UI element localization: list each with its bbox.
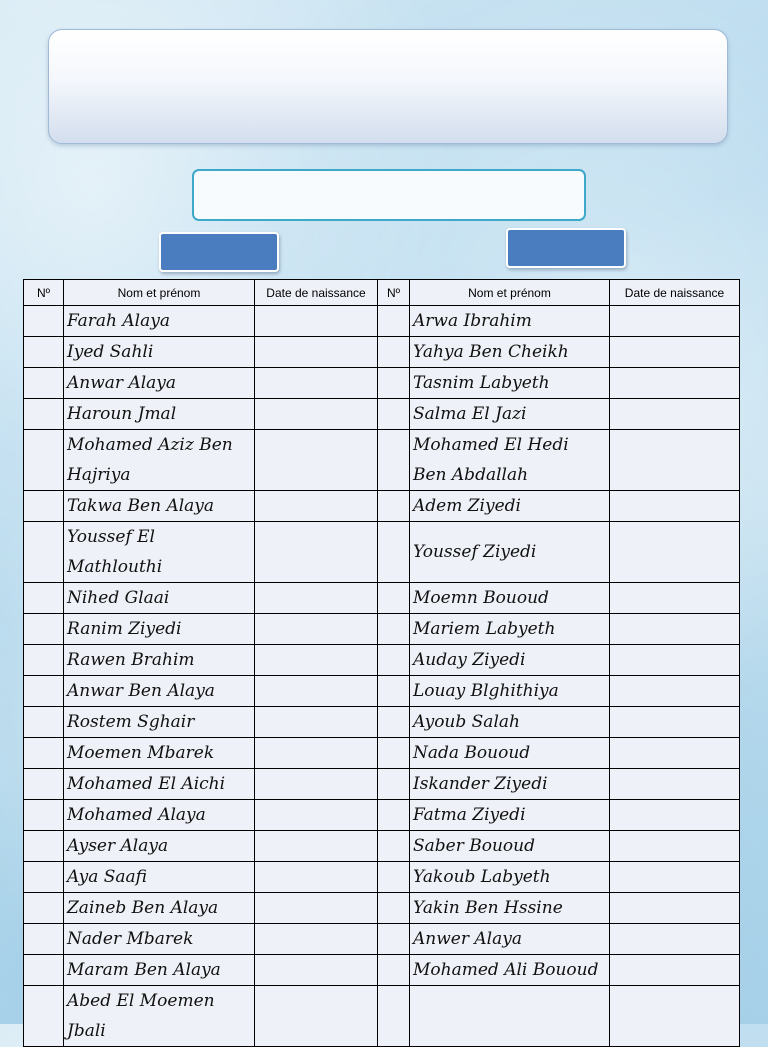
number-cell bbox=[378, 522, 410, 583]
student-roster-table bbox=[23, 279, 740, 1047]
table-row bbox=[24, 955, 740, 986]
table-row bbox=[24, 614, 740, 645]
birthdate-cell bbox=[255, 399, 378, 430]
right-column-tag bbox=[506, 228, 626, 268]
birthdate-cell bbox=[255, 769, 378, 800]
birthdate-cell bbox=[610, 368, 740, 399]
birthdate-cell bbox=[255, 831, 378, 862]
number-cell bbox=[24, 676, 64, 707]
student-name-cell: Mohamed Alaya bbox=[64, 800, 255, 831]
student-name-cell: Rostem Sghair bbox=[64, 707, 255, 738]
number-cell bbox=[378, 955, 410, 986]
birthdate-cell bbox=[255, 955, 378, 986]
birthdate-cell bbox=[255, 676, 378, 707]
table-row bbox=[24, 306, 740, 337]
birthdate-cell bbox=[610, 800, 740, 831]
birthdate-cell bbox=[610, 614, 740, 645]
table-row bbox=[24, 800, 740, 831]
student-name-cell: Abed El Moemen Jbali bbox=[64, 986, 255, 1047]
number-cell bbox=[24, 800, 64, 831]
number-cell bbox=[378, 645, 410, 676]
student-name-cell: Maram Ben Alaya bbox=[64, 955, 255, 986]
student-name-cell: Takwa Ben Alaya bbox=[64, 491, 255, 522]
number-cell bbox=[24, 738, 64, 769]
table-row bbox=[24, 862, 740, 893]
number-cell bbox=[378, 769, 410, 800]
student-name-cell: Haroun Jmal bbox=[64, 399, 255, 430]
birthdate-cell bbox=[610, 924, 740, 955]
column-header-number: Nº bbox=[378, 280, 410, 306]
student-name-cell: Yakin Ben Hssine bbox=[410, 893, 610, 924]
table-row bbox=[24, 368, 740, 399]
birthdate-cell bbox=[255, 893, 378, 924]
student-name-cell: Farah Alaya bbox=[64, 306, 255, 337]
birthdate-cell bbox=[610, 430, 740, 491]
student-name-cell: Anwar Alaya bbox=[64, 368, 255, 399]
student-name-cell: Louay Blghithiya bbox=[410, 676, 610, 707]
table-header-row bbox=[24, 280, 740, 306]
student-name-cell: Saber Bououd bbox=[410, 831, 610, 862]
student-name-cell: Yakoub Labyeth bbox=[410, 862, 610, 893]
column-header-number: Nº bbox=[24, 280, 64, 306]
column-header-birthdate: Date de naissance bbox=[610, 280, 740, 306]
table-row bbox=[24, 986, 740, 1047]
student-name-cell: Yahya Ben Cheikh bbox=[410, 337, 610, 368]
number-cell bbox=[378, 399, 410, 430]
table-row bbox=[24, 337, 740, 368]
number-cell bbox=[24, 399, 64, 430]
number-cell bbox=[24, 491, 64, 522]
number-cell bbox=[378, 491, 410, 522]
table-row bbox=[24, 583, 740, 614]
student-name-cell: Adem Ziyedi bbox=[410, 491, 610, 522]
number-cell bbox=[24, 707, 64, 738]
number-cell bbox=[378, 707, 410, 738]
table-row bbox=[24, 831, 740, 862]
birthdate-cell bbox=[610, 306, 740, 337]
column-header-birthdate: Date de naissance bbox=[255, 280, 378, 306]
student-name-cell: Fatma Ziyedi bbox=[410, 800, 610, 831]
number-cell bbox=[378, 337, 410, 368]
number-cell bbox=[24, 862, 64, 893]
student-name-cell: Mohamed El Aichi bbox=[64, 769, 255, 800]
number-cell bbox=[378, 583, 410, 614]
number-cell bbox=[24, 583, 64, 614]
birthdate-cell bbox=[255, 800, 378, 831]
student-name-cell: Tasnim Labyeth bbox=[410, 368, 610, 399]
title-banner bbox=[48, 29, 728, 144]
birthdate-cell bbox=[610, 893, 740, 924]
student-name-cell: Iskander Ziyedi bbox=[410, 769, 610, 800]
birthdate-cell bbox=[255, 337, 378, 368]
number-cell bbox=[24, 645, 64, 676]
student-name-cell: Youssef Ziyedi bbox=[410, 522, 610, 583]
birthdate-cell bbox=[255, 614, 378, 645]
birthdate-cell bbox=[610, 676, 740, 707]
number-cell bbox=[24, 831, 64, 862]
birthdate-cell bbox=[610, 955, 740, 986]
table-row bbox=[24, 924, 740, 955]
number-cell bbox=[378, 614, 410, 645]
student-name-cell: Ranim Ziyedi bbox=[64, 614, 255, 645]
number-cell bbox=[24, 337, 64, 368]
student-name-cell: Nada Bououd bbox=[410, 738, 610, 769]
birthdate-cell bbox=[610, 769, 740, 800]
number-cell bbox=[24, 614, 64, 645]
number-cell bbox=[24, 769, 64, 800]
birthdate-cell bbox=[610, 583, 740, 614]
birthdate-cell bbox=[255, 707, 378, 738]
number-cell bbox=[378, 368, 410, 399]
student-name-cell: Auday Ziyedi bbox=[410, 645, 610, 676]
number-cell bbox=[24, 430, 64, 491]
birthdate-cell bbox=[255, 430, 378, 491]
number-cell bbox=[378, 306, 410, 337]
student-name-cell: Anwar Ben Alaya bbox=[64, 676, 255, 707]
student-name-cell: Rawen Brahim bbox=[64, 645, 255, 676]
birthdate-cell bbox=[255, 306, 378, 337]
birthdate-cell bbox=[610, 522, 740, 583]
birthdate-cell bbox=[255, 986, 378, 1047]
student-name-cell: Anwer Alaya bbox=[410, 924, 610, 955]
student-name-cell: Zaineb Ben Alaya bbox=[64, 893, 255, 924]
birthdate-cell bbox=[610, 738, 740, 769]
table-row bbox=[24, 893, 740, 924]
birthdate-cell bbox=[255, 491, 378, 522]
birthdate-cell bbox=[610, 337, 740, 368]
table-row bbox=[24, 645, 740, 676]
student-name-cell: Mohamed El Hedi Ben Abdallah bbox=[410, 430, 610, 491]
table-row bbox=[24, 430, 740, 491]
number-cell bbox=[378, 676, 410, 707]
left-column-tag bbox=[159, 232, 279, 272]
number-cell bbox=[378, 831, 410, 862]
student-name-cell: Youssef El Mathlouthi bbox=[64, 522, 255, 583]
number-cell bbox=[24, 306, 64, 337]
column-header-name: Nom et prénom bbox=[64, 280, 255, 306]
number-cell bbox=[24, 955, 64, 986]
number-cell bbox=[24, 986, 64, 1047]
number-cell bbox=[378, 986, 410, 1047]
birthdate-cell bbox=[610, 399, 740, 430]
birthdate-cell bbox=[255, 924, 378, 955]
table-row bbox=[24, 399, 740, 430]
number-cell bbox=[378, 430, 410, 491]
student-name-cell: Nader Mbarek bbox=[64, 924, 255, 955]
table-row bbox=[24, 676, 740, 707]
student-name-cell: Salma El Jazi bbox=[410, 399, 610, 430]
number-cell bbox=[24, 893, 64, 924]
student-name-cell: Mariem Labyeth bbox=[410, 614, 610, 645]
birthdate-cell bbox=[255, 862, 378, 893]
birthdate-cell bbox=[610, 831, 740, 862]
student-name-cell: Ayoub Salah bbox=[410, 707, 610, 738]
birthdate-cell bbox=[610, 707, 740, 738]
number-cell bbox=[378, 924, 410, 955]
student-name-cell: Arwa Ibrahim bbox=[410, 306, 610, 337]
number-cell bbox=[378, 862, 410, 893]
student-name-cell: Mohamed Ali Bououd bbox=[410, 955, 610, 986]
table-row bbox=[24, 522, 740, 583]
number-cell bbox=[378, 738, 410, 769]
student-name-cell: Ayser Alaya bbox=[64, 831, 255, 862]
birthdate-cell bbox=[255, 738, 378, 769]
student-name-cell: Mohamed Aziz Ben Hajriya bbox=[64, 430, 255, 491]
column-header-name: Nom et prénom bbox=[410, 280, 610, 306]
birthdate-cell bbox=[610, 862, 740, 893]
birthdate-cell bbox=[610, 986, 740, 1047]
number-cell bbox=[24, 924, 64, 955]
class-label-box bbox=[192, 169, 586, 221]
student-name-cell: Moemn Bououd bbox=[410, 583, 610, 614]
student-name-cell: Moemen Mbarek bbox=[64, 738, 255, 769]
table-row bbox=[24, 738, 740, 769]
number-cell bbox=[24, 522, 64, 583]
birthdate-cell bbox=[255, 645, 378, 676]
table-row bbox=[24, 491, 740, 522]
table-row bbox=[24, 769, 740, 800]
birthdate-cell bbox=[255, 368, 378, 399]
number-cell bbox=[378, 800, 410, 831]
student-name-cell bbox=[410, 986, 610, 1047]
number-cell bbox=[378, 893, 410, 924]
number-cell bbox=[24, 368, 64, 399]
student-name-cell: Nihed Glaai bbox=[64, 583, 255, 614]
birthdate-cell bbox=[255, 522, 378, 583]
birthdate-cell bbox=[255, 583, 378, 614]
student-name-cell: Iyed Sahli bbox=[64, 337, 255, 368]
birthdate-cell bbox=[610, 645, 740, 676]
table-row bbox=[24, 707, 740, 738]
student-name-cell: Aya Saafi bbox=[64, 862, 255, 893]
birthdate-cell bbox=[610, 491, 740, 522]
